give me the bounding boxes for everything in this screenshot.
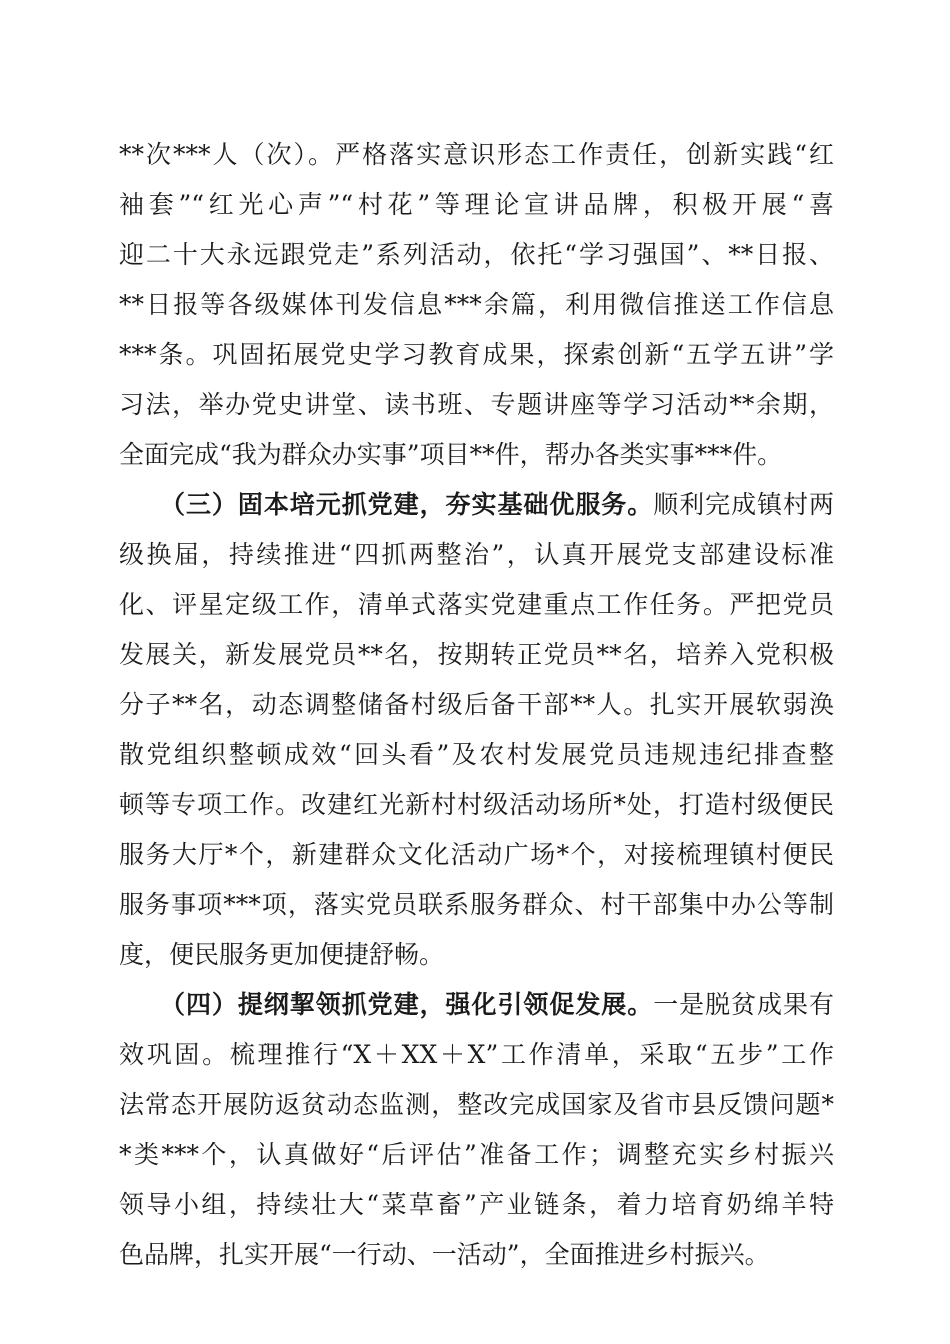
text-line: 发展关，新发展党员**名，按期转正党员**名，培养入党积极	[119, 640, 834, 669]
text-line: 服务大厅*个，新建群众文化活动广场*个，对接梳理镇村便民	[119, 840, 834, 869]
text-line: 顿等专项工作。改建红光新村村级活动场所*处，打造村级便民	[119, 790, 834, 819]
text-line: 度，便民服务更加便捷舒畅。	[119, 940, 445, 969]
text-line: 领导小组，持续壮大“菜草畜”产业链条，着力培育奶绵羊特	[119, 1190, 834, 1219]
text-line: ***条。巩固拓展党史学习教育成果，探索创新“五学五讲”学	[119, 340, 834, 369]
text-line: 化、评星定级工作，清单式落实党建重点工作任务。严把党员	[119, 590, 834, 619]
text-span: 一是脱贫成果有	[653, 990, 834, 1019]
text-line: 全面完成“我为群众办实事”项目**件，帮办各类实事***件。	[119, 440, 783, 469]
text-line: 袖套”“红光心声”“村花”等理论宣讲品牌，积极开展“喜	[119, 190, 834, 219]
text-line: 效巩固。梳理推行“X＋XX＋X”工作清单，采取“五步”工作	[119, 1040, 834, 1069]
text-line: 色品牌，扎实开展“一行动、一活动”，全面推进乡村振兴。	[119, 1240, 770, 1269]
text-line: **日报等各级媒体刊发信息***余篇，利用微信推送工作信息	[119, 290, 834, 319]
text-line: 分子**名，动态调整储备村级后备干部**人。扎实开展软弱涣	[119, 690, 834, 719]
section-heading: （四）提纲挈领抓党建，强化引领促发展。	[160, 990, 654, 1019]
text-line: **次***人（次）。严格落实意识形态工作责任，创新实践“红	[119, 140, 834, 169]
text-line: 服务事项***项，落实党员联系服务群众、村干部集中办公等制	[119, 890, 834, 919]
text-line: 迎二十大永远跟党走”系列活动，依托“学习强国”、**日报、	[119, 240, 834, 269]
text-span: 顺利完成镇村两	[653, 490, 834, 519]
text-line: 散党组织整顿成效“回头看”及农村发展党员违规违纪排查整	[119, 740, 834, 769]
text-line: 级换届，持续推进“四抓两整治”，认真开展党支部建设标准	[119, 540, 834, 569]
paragraph-first-line	[160, 490, 834, 520]
text-line: *类***个，认真做好“后评估”准备工作；调整充实乡村振兴	[119, 1140, 834, 1169]
text-line: 法常态开展防返贫动态监测，整改完成国家及省市县反馈问题*	[119, 1090, 834, 1119]
text-line: 习法，举办党史讲堂、读书班、专题讲座等学习活动**余期，	[119, 390, 834, 419]
paragraph-first-line	[160, 990, 834, 1020]
section-heading: （三）固本培元抓党建，夯实基础优服务。	[160, 490, 654, 519]
